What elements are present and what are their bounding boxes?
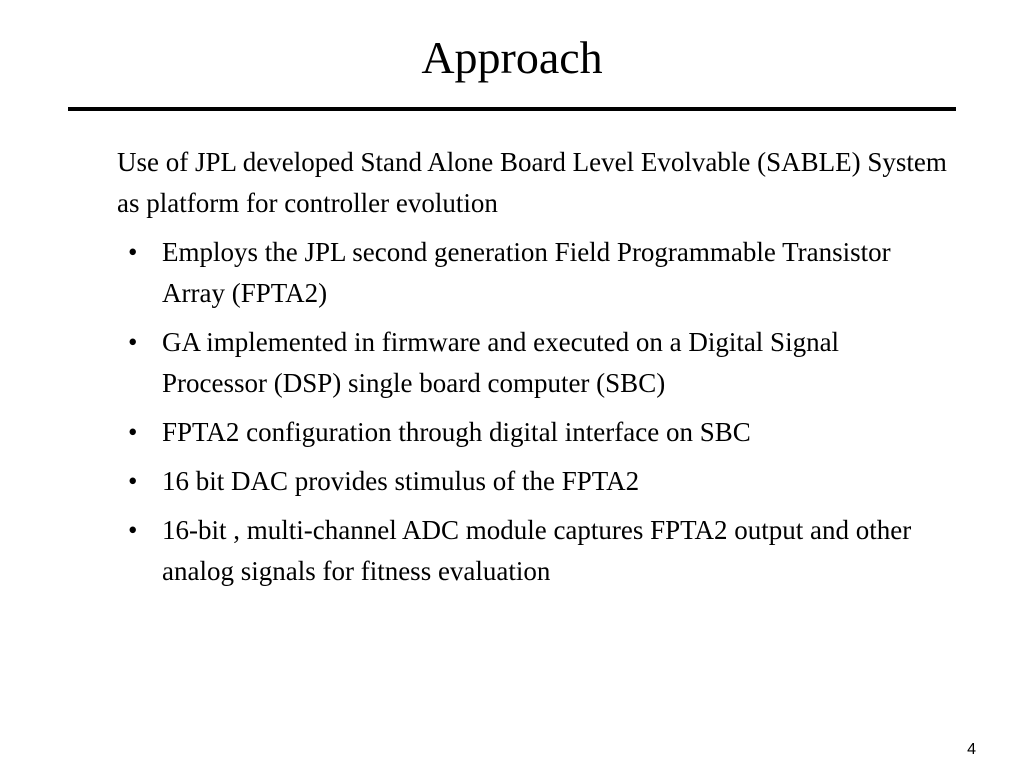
bullet-icon: • (128, 327, 138, 357)
bullet-item (117, 510, 947, 592)
bullet-item (117, 412, 947, 453)
bullet-text: FPTA2 configuration through digital interface on SBC (162, 417, 751, 447)
bullet-item (117, 322, 947, 404)
bullet-item (117, 461, 947, 502)
bullet-icon: • (128, 237, 138, 267)
bullet-icon: • (128, 417, 138, 447)
bullet-text: 16-bit , multi-channel ADC module captures FPTA2 output and other analog signals for fitness evaluation (162, 515, 912, 586)
bullet-icon: • (128, 466, 138, 496)
bullet-text: Employs the JPL second generation Field Programmable Transistor Array (FPTA2) (162, 237, 891, 308)
bullet-text: 16 bit DAC provides stimulus of the FPTA2 (162, 466, 640, 496)
bullet-icon: • (128, 515, 138, 545)
slide-body (117, 142, 947, 600)
bullet-text: GA implemented in firmware and executed on a Digital Signal Processor (DSP) single board computer (SBC) (162, 327, 840, 398)
bullet-item (117, 232, 947, 314)
bullet-list (117, 232, 947, 592)
slide-title: Approach (421, 32, 603, 83)
intro-paragraph: Use of JPL developed Stand Alone Board Level Evolvable (SABLE) System as platform for controller evolution (117, 147, 947, 218)
page-number: 4 (967, 741, 976, 758)
title-underline (68, 107, 956, 111)
